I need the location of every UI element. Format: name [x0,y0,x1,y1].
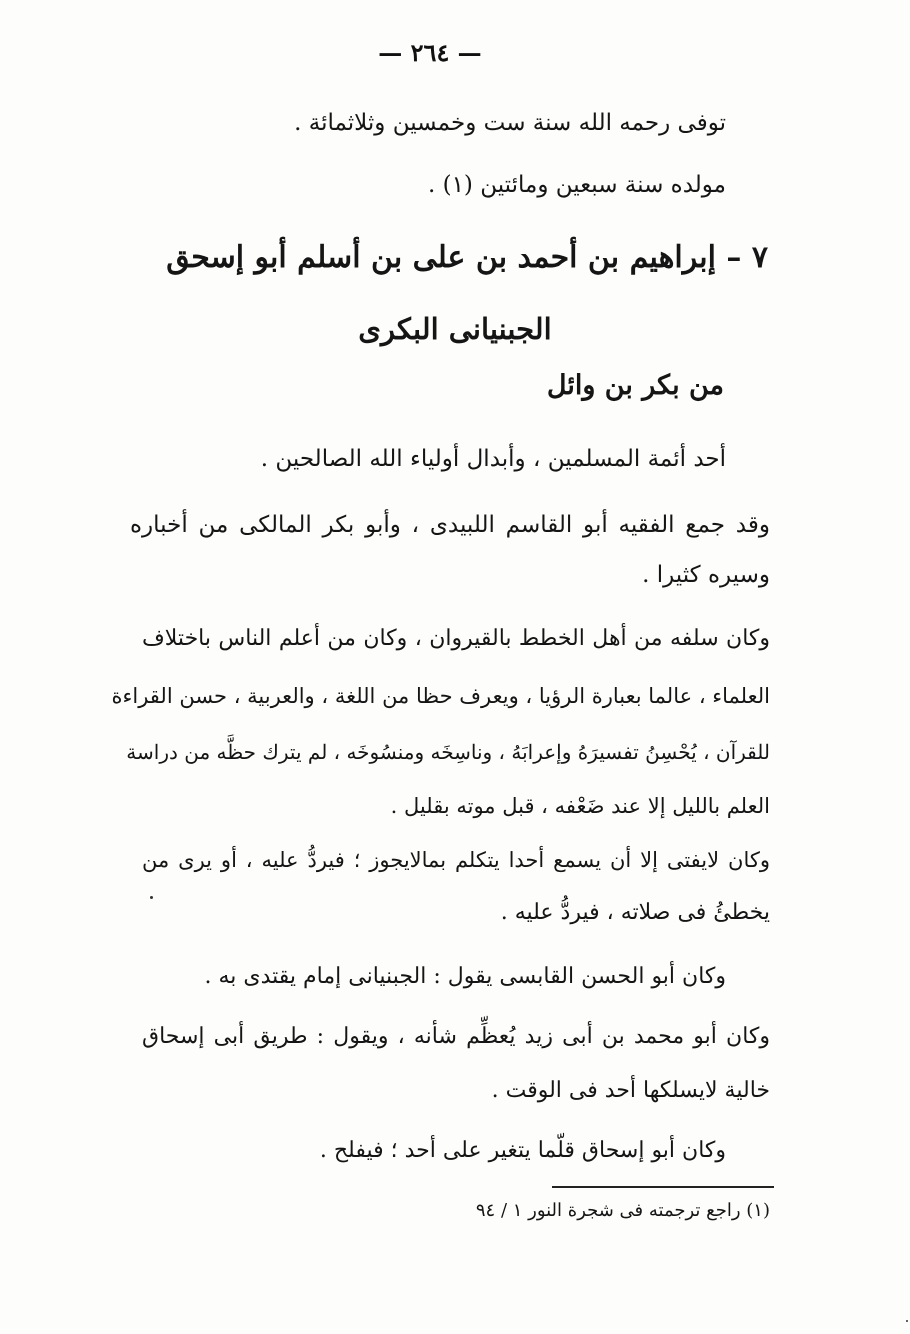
text-line: وكان سلفه من أهل الخطط بالقيروان ، وكان من أعلم الناس باختلاف [142,626,770,651]
text-line: وكان لايفتى إلا أن يسمع أحدا يتكلم بمالايجوز ؛ فيردُّ عليه ، أو يرى من [142,848,770,872]
text-line: العلماء ، عالما بعبارة الرؤيا ، ويعرف حظا من اللغة ، والعربية ، حسن القراءة [111,684,770,708]
text-line: للقرآن ، يُحْسِنُ تفسيرَهُ وإعرابَهُ ، وناسِخَه ومنسُوخَه ، لم يترك حظَّه من دراسة [126,740,770,764]
text-line: وسيره كثيرا . [642,562,770,588]
footnote: (١) راجع ترجمته فى شجرة النور ١ / ٩٤ [475,1200,770,1221]
text-line: خالية لايسلكها أحد فى الوقت . [491,1078,770,1103]
page-number: — ٢٦٤ — [378,38,482,67]
text-line: يخطئُ فى صلاته ، فيردُّ عليه . [500,900,770,925]
entry-heading: ٧ – إبراهيم بن أحمد بن على بن أسلم أبو إسحق [166,240,768,275]
text-line: توفى رحمه الله سنة ست وخمسين وثلاثمائة . [294,110,726,136]
text-line: العلم بالليل إلا عند ضَعْفه ، قبل موته بقليل . [390,794,770,818]
text-line: وكان أبو محمد بن أبى زيد يُعظِّم شأنه ، ويقول : طريق أبى إسحاق [142,1024,770,1049]
entry-heading-line2: الجبنيانى البكرى [358,312,552,346]
text-line: أحد أئمة المسلمين ، وأبدال أولياء الله الصالحين . [260,446,726,472]
footnote-divider [552,1186,774,1188]
text-line: وكان أبو إسحاق قلّما يتغير على أحد ؛ فيفلح . [319,1138,726,1163]
scan-speck [906,1320,908,1322]
entry-subheading: من بكر بن وائل [546,370,724,401]
text-line: وقد جمع الفقيه أبو القاسم اللبيدى ، وأبو بكر المالكى من أخباره [130,512,770,538]
text-line: مولده سنة سبعين ومائتين (١) . [427,172,726,198]
text-line: وكان أبو الحسن القابسى يقول : الجبنيانى إمام يقتدى به . [204,964,726,989]
scan-speck [150,896,153,899]
